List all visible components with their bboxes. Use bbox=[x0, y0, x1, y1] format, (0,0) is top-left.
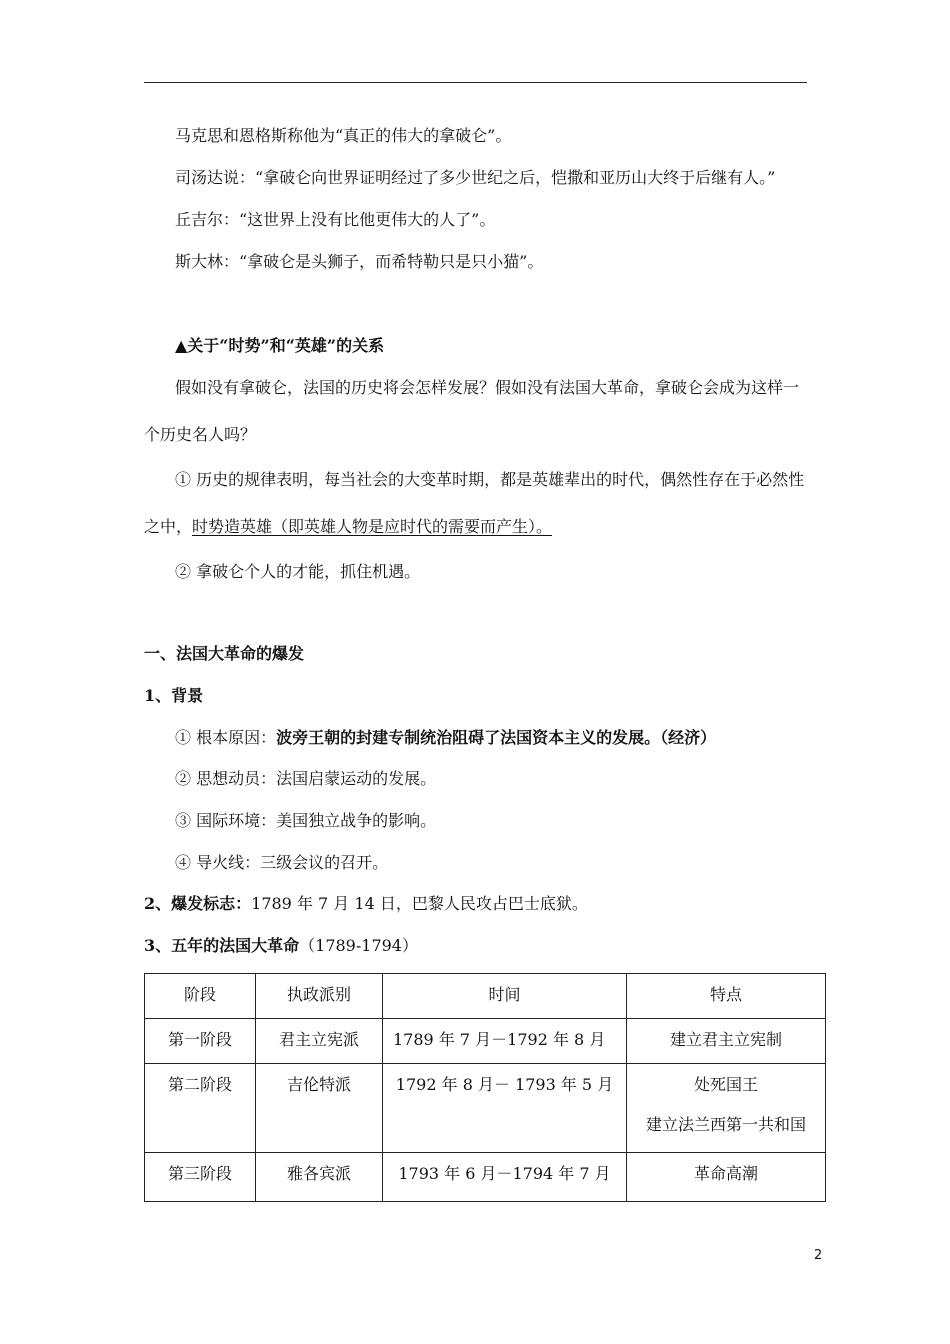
feature-line-1: 处死国王 bbox=[693, 1075, 758, 1094]
feature-line-2: 建立法兰西第一共和国 bbox=[645, 1115, 806, 1134]
outbreak-label: 2、爆发标志： bbox=[144, 894, 252, 913]
header-rule bbox=[144, 82, 807, 83]
five-years-label: 3、五年的法国大革命 bbox=[144, 936, 300, 955]
five-years-line bbox=[144, 935, 418, 957]
item-1-label: ① 根本原因： bbox=[175, 728, 277, 747]
point-1-prefix: 之中， bbox=[144, 517, 193, 536]
table-header: 特点 bbox=[627, 974, 826, 1019]
table-row bbox=[145, 1153, 826, 1202]
revolution-stages-table bbox=[144, 973, 826, 1202]
table-header-row bbox=[145, 974, 826, 1019]
table-row bbox=[145, 1064, 826, 1153]
question-line-2: 个历史名人吗？ bbox=[144, 425, 257, 444]
faction-cell: 君主立宪派 bbox=[256, 1019, 383, 1064]
point-1-line-1: ① 历史的规律表明，每当社会的大变革时期，都是英雄辈出的时代，偶然性存在于必然性 bbox=[175, 470, 805, 489]
outbreak-line bbox=[144, 893, 588, 915]
time-cell: 1789 年 7 月－1792 年 8 月 bbox=[383, 1019, 627, 1064]
quote-stalin: 斯大林：“拿破仑是头狮子，而希特勒只是只小猫”。 bbox=[175, 252, 544, 271]
faction-cell: 雅各宾派 bbox=[256, 1153, 383, 1202]
stage-cell: 第二阶段 bbox=[145, 1064, 256, 1153]
outbreak-text: 1789 年 7 月 14 日，巴黎人民攻占巴士底狱。 bbox=[251, 894, 588, 913]
stage-cell: 第三阶段 bbox=[145, 1153, 256, 1202]
heading-relation: ▲关于“时势”和“英雄”的关系 bbox=[175, 336, 385, 355]
faction-cell: 吉伦特派 bbox=[256, 1064, 383, 1153]
question-line-1: 假如没有拿破仑，法国的历史将会怎样发展？假如没有法国大革命，拿破仑会成为这样一 bbox=[175, 378, 800, 397]
feature-cell: 革命高潮 bbox=[627, 1153, 826, 1202]
quote-stendhal: 司汤达说：“拿破仑向世界证明经过了多少世纪之后，恺撒和亚历山大终于后继有人。” bbox=[175, 168, 776, 187]
feature-cell: 建立君主立宪制 bbox=[627, 1019, 826, 1064]
table-header: 执政派别 bbox=[256, 974, 383, 1019]
time-cell: 1793 年 6 月－1794 年 7 月 bbox=[383, 1153, 627, 1202]
quote-churchill: 丘吉尔：“这世界上没有比他更伟大的人了”。 bbox=[175, 210, 496, 229]
background-item-1 bbox=[175, 727, 716, 749]
page-number: 2 bbox=[814, 1248, 823, 1263]
background-item-2: ② 思想动员：法国启蒙运动的发展。 bbox=[175, 769, 437, 788]
point-2: ② 拿破仑个人的才能，抓住机遇。 bbox=[175, 562, 421, 581]
table-row bbox=[145, 1019, 826, 1064]
background-title: 1、背景 bbox=[144, 686, 204, 705]
quote-marx-engels: 马克思和恩格斯称他为“真正的伟大的拿破仑”。 bbox=[175, 126, 512, 145]
background-item-3: ③ 国际环境：美国独立战争的影响。 bbox=[175, 811, 437, 830]
five-years-range: （1789-1794） bbox=[299, 936, 418, 955]
table-header: 时间 bbox=[383, 974, 627, 1019]
stage-cell: 第一阶段 bbox=[145, 1019, 256, 1064]
point-1-line-2 bbox=[144, 516, 552, 538]
section-1-title: 一、法国大革命的爆发 bbox=[144, 644, 305, 663]
point-1-underlined: 时势造英雄（即英雄人物是应时代的需要而产生）。 bbox=[192, 517, 553, 536]
time-cell: 1792 年 8 月－ 1793 年 5 月 bbox=[383, 1064, 627, 1153]
table-header: 阶段 bbox=[145, 974, 256, 1019]
item-1-bold: 波旁王朝的封建专制统治阻碍了法国资本主义的发展。（经济） bbox=[276, 728, 717, 747]
feature-cell bbox=[627, 1064, 826, 1153]
background-item-4: ④ 导火线：三级会议的召开。 bbox=[175, 853, 389, 872]
